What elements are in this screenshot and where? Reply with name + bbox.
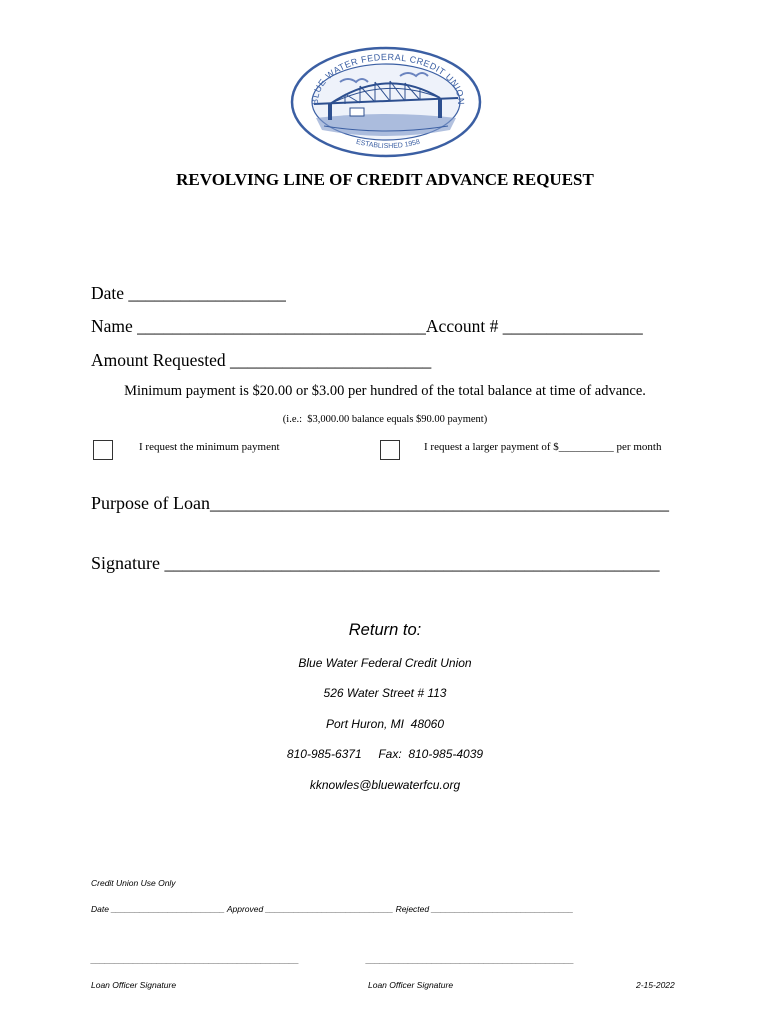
svg-text:ESTABLISHED 1958: ESTABLISHED 1958 [355, 138, 421, 151]
amount-requested-field[interactable]: Amount Requested _______________________ [91, 350, 432, 370]
return-email[interactable]: kknowles@bluewaterfcu.org [309, 778, 461, 792]
name-account-field[interactable]: Name _________________________________Account # ________________ [91, 316, 643, 336]
return-phone-fax: 810-985-6371 Fax: 810-985-4039 [286, 747, 484, 761]
credit-union-logo [290, 46, 482, 158]
officer-signature-label-2: Loan Officer Signature [368, 980, 454, 990]
form-revision-date: 2-15-2022 [636, 980, 675, 990]
purpose-of-loan-field[interactable]: Purpose of Loan___________________________________________________ [91, 493, 669, 513]
larger-payment-label[interactable]: I request a larger payment of $__________ per month [424, 441, 662, 453]
officer-signature-line-1[interactable]: ____________________________________________ [91, 955, 300, 965]
office-use-date-approved-rejected[interactable]: Date ________________________ Approved ___________________________ Rejected ______________________________ [91, 904, 574, 914]
minimum-payment-note: Minimum payment is $20.00 or $3.00 per hundred of the total balance at time of advance. [124, 383, 646, 399]
return-street-address: 526 Water Street # 113 [323, 686, 447, 700]
signature-field[interactable]: Signature _______________________________________________________ [91, 553, 660, 573]
minimum-payment-label: I request the minimum payment [139, 441, 280, 453]
svg-text:BLUE WATER FEDERAL CREDIT UNIO: BLUE WATER FEDERAL CREDIT UNION [309, 51, 467, 105]
bridge-logo-icon [290, 46, 482, 158]
return-city-state: Port Huron, MI 48060 [325, 717, 445, 731]
officer-signature-line-2[interactable]: ____________________________________________ [366, 955, 575, 965]
form-title: REVOLVING LINE OF CREDIT ADVANCE REQUEST [176, 170, 594, 189]
office-use-heading: Credit Union Use Only [91, 878, 176, 888]
minimum-payment-checkbox[interactable] [93, 440, 113, 460]
larger-payment-checkbox[interactable] [380, 440, 400, 460]
officer-signature-label-1: Loan Officer Signature [91, 980, 177, 990]
return-org-name: Blue Water Federal Credit Union [298, 656, 472, 670]
date-field[interactable]: Date __________________ [91, 283, 286, 303]
return-to-heading: Return to: [348, 621, 422, 639]
example-note: (i.e.: $3,000.00 balance equals $90.00 payment) [282, 414, 488, 425]
